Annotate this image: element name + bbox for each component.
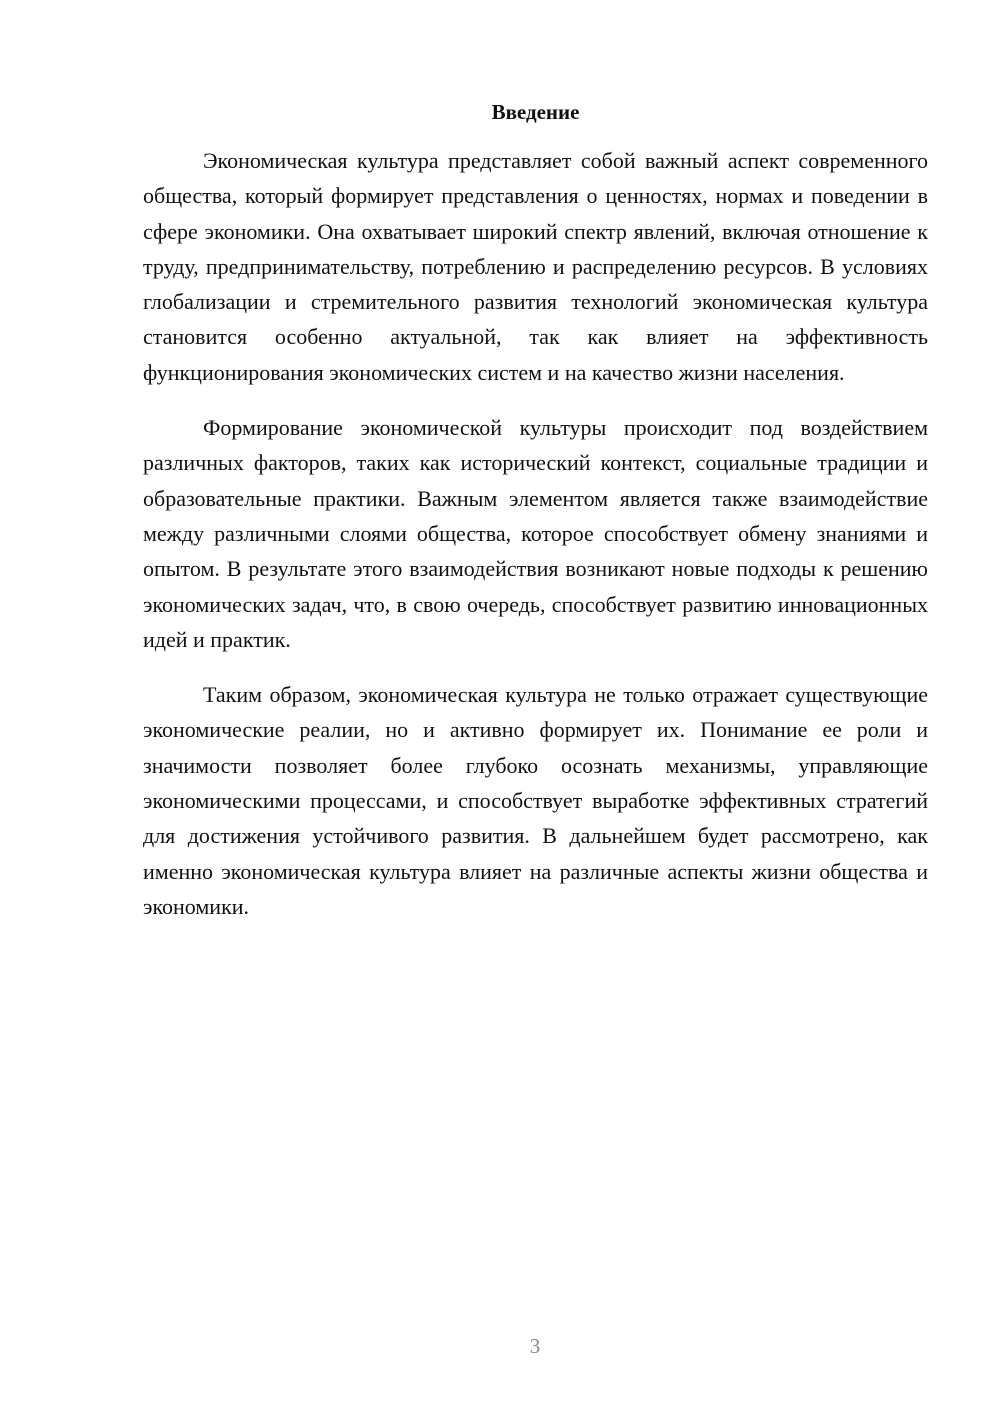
paragraph: Экономическая культура представляет собой важный аспект современного общества, который формирует представления о ценностях, нормах и поведении в сфере экономики. Она охватывает широкий спектр явлений, включая отношение к труду, предпринимательству, потреблению и распределению ресурсов. В условиях глобализации и стремительного развития технологий экономическая культура становится особенно актуальной, так как влияет на эффективность функционирования экономических систем и на качество жизни населения. <box>143 148 928 385</box>
section-title: Введение <box>491 100 580 124</box>
page-number: 3 <box>529 1334 541 1358</box>
paragraph: Таким образом, экономическая культура не только отражает существующие экономические реалии, но и активно формирует их. Понимание ее роли и значимости позволяет более глубоко осознать механизмы, управляющие экономическими процессами, и способствует выработке эффективных стратегий для достижения устойчивого развития. В дальнейшем будет рассмотрено, как именно экономическая культура влияет на различные аспекты жизни общества и экономики. <box>143 682 928 919</box>
body-text <box>143 143 928 944</box>
paragraph: Формирование экономической культуры происходит под воздействием различных факторов, таких как исторический контекст, социальные традиции и образовательные практики. Важным элементом является также взаимодействие между различными слоями общества, которое способствует обмену знаниями и опытом. В результате этого взаимодействия возникают новые подходы к решению экономических задач, что, в свою очередь, способствует развитию инновационных идей и практик. <box>143 415 928 652</box>
